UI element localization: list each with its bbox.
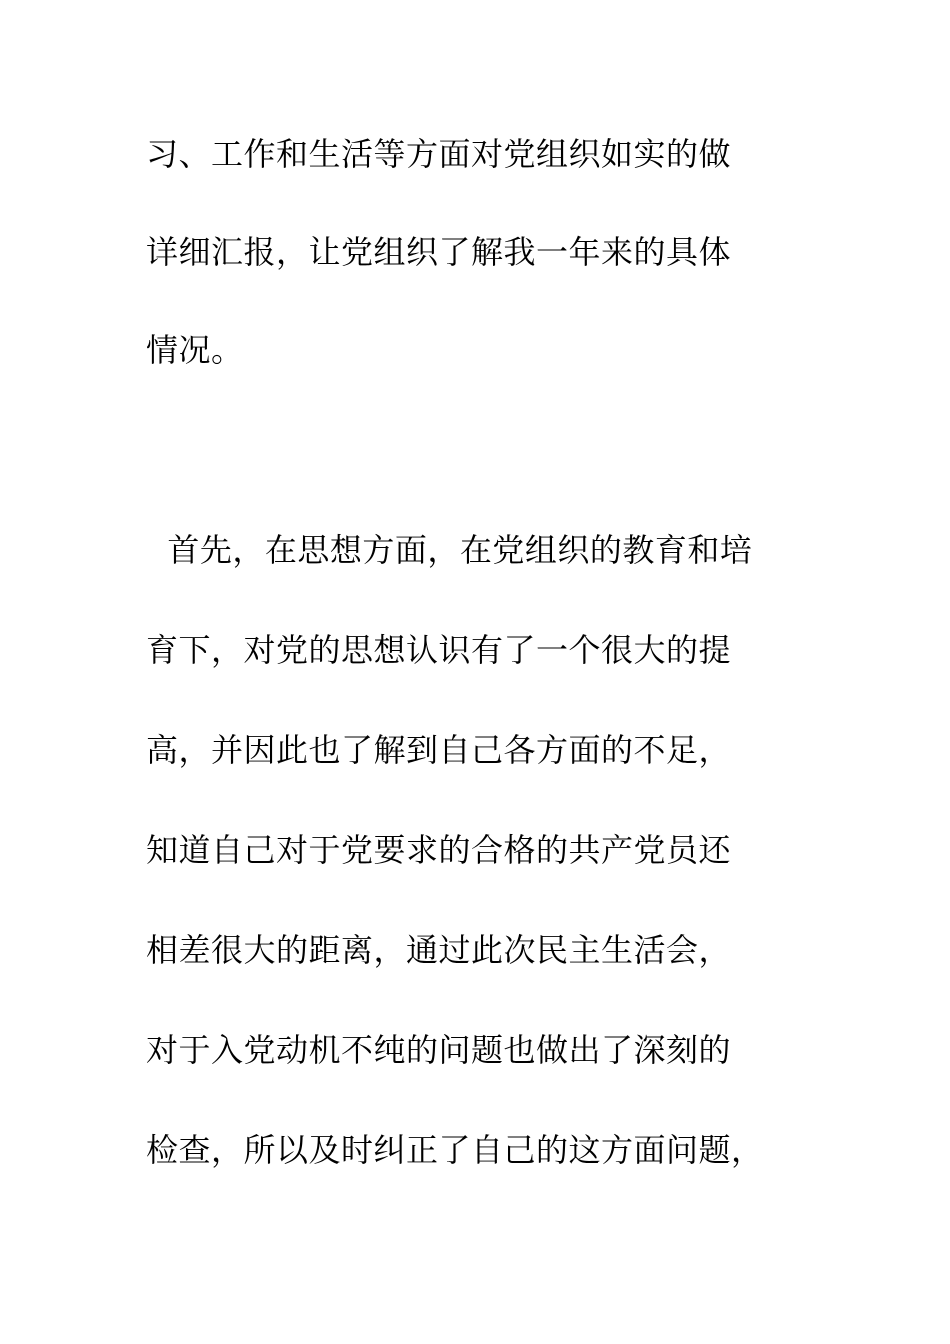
text-line: 相差很大的距离，通过此次民主生活会， <box>146 931 732 969</box>
text-line: 高，并因此也了解到自己各方面的不足， <box>146 731 732 769</box>
text-line: 首先，在思想方面，在党组织的教育和培 <box>146 531 753 569</box>
text-line: 情况。 <box>146 331 244 369</box>
text-line: 对于入党动机不纯的问题也做出了深刻的 <box>146 1031 732 1069</box>
text-line: 育下，对党的思想认识有了一个很大的提 <box>146 631 732 669</box>
text-line: 检查，所以及时纠正了自己的这方面问题， <box>146 1131 764 1169</box>
text-line: 知道自己对于党要求的合格的共产党员还 <box>146 831 732 869</box>
text-line: 详细汇报，让党组织了解我一年来的具体 <box>146 233 732 271</box>
text-line: 习、工作和生活等方面对党组织如实的做 <box>146 135 732 173</box>
